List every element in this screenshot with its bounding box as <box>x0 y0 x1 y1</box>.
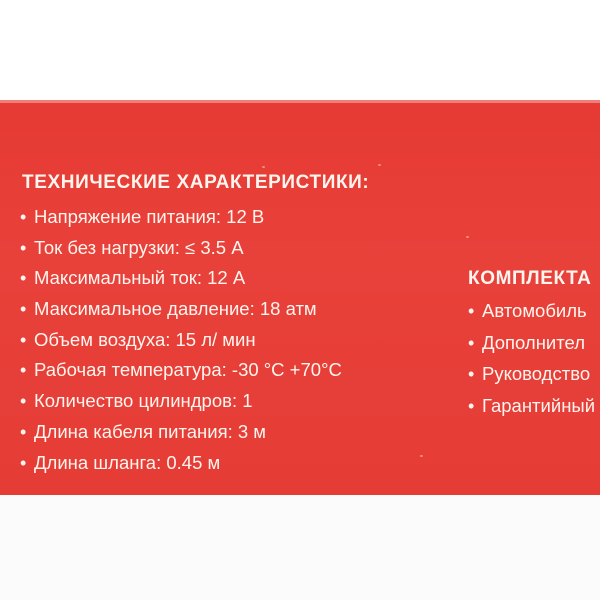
spec-item-hose-length <box>20 448 369 479</box>
bullet-icon: • <box>20 391 27 412</box>
spec-text: Напряжение питания: 12 В <box>34 206 265 227</box>
print-speck <box>420 455 423 457</box>
kit-text: Дополнител <box>482 331 586 353</box>
spec-text: Количество цилиндров: 1 <box>34 390 253 412</box>
bullet-icon: • <box>468 395 475 416</box>
box-fold-edge <box>0 100 600 103</box>
spec-item-supply-voltage <box>20 202 369 233</box>
white-box-top <box>0 0 600 100</box>
print-speck <box>262 166 265 168</box>
spec-text: Максимальный ток: 12 А <box>34 267 246 289</box>
spec-text: Ток без нагрузки: ≤ 3.5 А <box>34 236 244 258</box>
spec-text: Максимальное давление: 18 атм <box>34 298 317 320</box>
spec-text: Рабочая температура: -30 °C +70°C <box>34 359 342 381</box>
kit-item <box>468 390 595 422</box>
kit-text: Гарантийный <box>482 394 596 416</box>
spec-text: Объем воздуха: 15 л/ мин <box>34 328 256 350</box>
spec-item-cylinder-count <box>20 386 369 417</box>
bullet-icon: • <box>20 360 27 381</box>
spec-item-air-volume <box>20 325 369 356</box>
spec-item-idle-current <box>20 233 369 264</box>
bullet-icon: • <box>20 329 27 350</box>
bullet-icon: • <box>468 301 475 321</box>
bullet-icon: • <box>20 207 27 227</box>
specs-list <box>20 202 369 478</box>
kit-contents-block <box>468 268 595 421</box>
specs-heading: ТЕХНИЧЕСКИЕ ХАРАКТЕРИСТИКИ: <box>22 172 370 193</box>
spec-text: Длина шланга: 0.45 м <box>34 451 221 473</box>
kit-item <box>468 358 595 390</box>
bullet-icon: • <box>20 299 27 320</box>
kit-heading: КОМПЛЕКТА <box>468 268 592 289</box>
spec-item-operating-temperature <box>20 355 369 386</box>
white-box-bottom <box>0 495 600 600</box>
print-speck <box>466 236 469 238</box>
kit-text: Автомобиль <box>482 300 587 321</box>
bullet-icon: • <box>20 452 27 473</box>
kit-item <box>468 295 595 327</box>
bullet-icon: • <box>468 332 475 353</box>
bullet-icon: • <box>468 364 475 384</box>
spec-item-max-current <box>20 263 369 294</box>
bullet-icon: • <box>20 237 27 258</box>
kit-item <box>468 327 595 359</box>
spec-item-cable-length <box>20 417 369 448</box>
spec-item-max-pressure <box>20 294 369 325</box>
spec-text: Длина кабеля питания: 3 м <box>34 420 267 442</box>
bullet-icon: • <box>20 268 27 289</box>
print-speck <box>378 164 381 166</box>
bullet-icon: • <box>20 421 27 442</box>
kit-text: Руководство <box>482 363 591 384</box>
technical-specs-block <box>20 172 369 478</box>
